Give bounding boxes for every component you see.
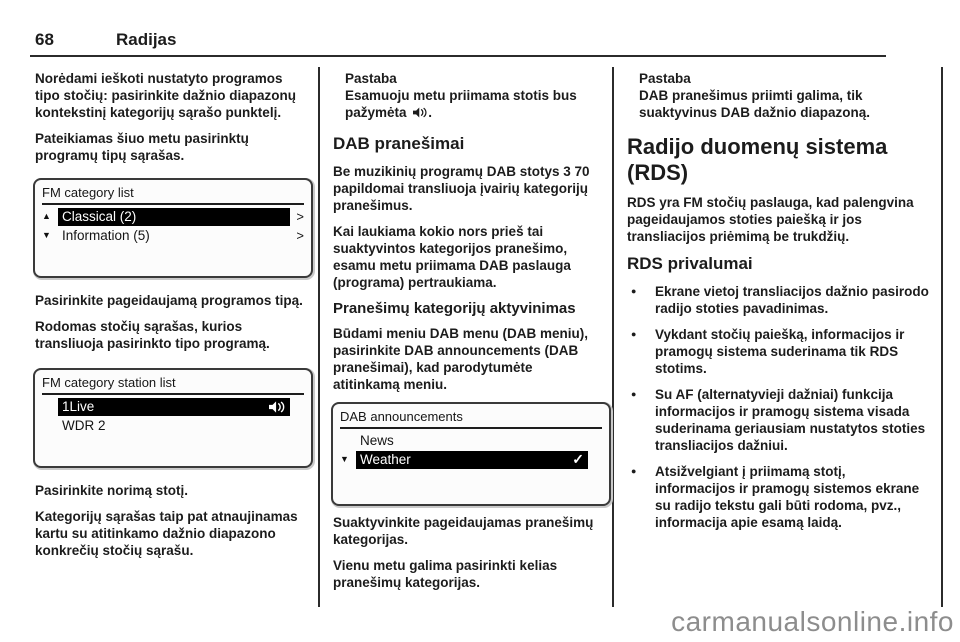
bullet-text: Su AF (alternatyvieji dažniai) funkcija informacijos ir pramogų sistema visada suderinama geriausiam nustatytos stoties transliacijos dažniui.: [655, 387, 926, 453]
list-item: [629, 283, 929, 317]
list-title: FM category list: [42, 185, 304, 205]
list-item-information: [58, 227, 290, 245]
list-title: FM category station list: [42, 375, 304, 395]
bullet-icon: ●: [631, 389, 637, 399]
chevron-right-icon: >: [296, 228, 304, 243]
list-item: [42, 397, 304, 416]
checkmark-icon: ✓: [572, 451, 584, 467]
note-block: [333, 70, 602, 121]
scroll-down-icon: ▼: [340, 454, 349, 464]
chapter-title: Radijas: [116, 30, 177, 49]
paragraph: Kai laukiama kokio nors prieš tai suaktyvintos kategorijos pranešimo, esamu metu priimama DAB paslauga (programa) pertraukiama.: [333, 224, 571, 290]
list-item: [340, 431, 602, 450]
paragraph: Suaktyvinkite pageidaujamas pranešimų kategorijas.: [333, 515, 594, 547]
paragraph: Pasirinkite pageidaujamą programos tipą.: [35, 293, 303, 308]
fm-category-list-screenshot: [33, 178, 313, 278]
list-item-classical: [58, 208, 290, 226]
note-block: [627, 70, 929, 121]
list-title: DAB announcements: [340, 409, 602, 429]
column-divider: [941, 67, 943, 607]
intro-paragraph: RDS yra FM stočių paslauga, kad palengvina pageidaujamos stoties paiešką ir jos transliacijos priėmimą be trukdžių.: [627, 195, 914, 244]
paragraph: Be muzikinių programų DAB stotys 3 70 papildomai transliuoja įvairių kategorijų pranešimus.: [333, 164, 590, 213]
list-item: [42, 416, 304, 435]
speaker-icon: [269, 401, 286, 413]
dab-announcements-screenshot: [331, 402, 611, 506]
list-item-label: Classical (2): [62, 209, 137, 224]
paragraph: Vienu metu galima pasirinkti kelias pranešimų kategorijas.: [333, 558, 558, 590]
speaker-icon: [413, 107, 428, 118]
chevron-right-icon: >: [296, 209, 304, 224]
header-rule: [30, 55, 886, 57]
list-item-label: Information (5): [62, 228, 150, 243]
paragraph: Rodomas stočių sąrašas, kurios transliuoja pasirinkto tipo programą.: [35, 319, 270, 351]
list-item-label: WDR 2: [62, 418, 106, 433]
chapter-section-heading: Radijo duomenų sistema (RDS): [627, 134, 888, 185]
subsection-heading: Pranešimų kategorijų aktyvinimas: [333, 300, 576, 317]
list-item-label: 1Live: [62, 399, 95, 414]
note-text: Esamuoju metu priimama stotis bus pažymėta: [345, 88, 577, 120]
section-heading: DAB pranešimai: [333, 134, 465, 153]
fm-category-station-list-screenshot: [33, 368, 313, 468]
list-item: [629, 326, 929, 377]
column-divider: [612, 67, 614, 607]
subsection-heading: RDS privalumai: [627, 254, 753, 273]
list-item-news: [356, 432, 588, 450]
note-text: DAB pranešimus priimti galima, tik suaktyvinus DAB dažnio diapazoną.: [639, 88, 871, 120]
paragraph: Norėdami ieškoti nustatyto programos tipo stočių: pasirinkite dažnio diapazonų kontekstinį kategorijų sąrašo punktelį.: [35, 71, 297, 120]
bullet-text: Vykdant stočių paiešką, informacijos ir pramogų sistema suderinama tik RDS stotims.: [655, 327, 905, 376]
list-item: [340, 450, 602, 469]
list-item: [629, 463, 929, 531]
list-item-label: Weather: [360, 452, 411, 467]
list-item: [629, 386, 929, 454]
scroll-down-icon: ▼: [42, 230, 51, 240]
list-item-label: News: [360, 433, 394, 448]
scroll-up-icon: ▲: [42, 211, 51, 221]
bullet-text: Atsižvelgiant į priimamą stotį, informacijos ir pramogų sistemos ekrane su radijo tekstu gali būti rodoma, pvz., informacija apie esamą laidą.: [655, 464, 920, 530]
column-2: [333, 70, 602, 600]
paragraph: Būdami meniu DAB menu (DAB meniu), pasirinkite DAB announcements (DAB pranešimai), kad parodytumėte atitinkamą meniu.: [333, 326, 589, 392]
list-item-1live: [58, 398, 290, 416]
list-item: [42, 226, 304, 245]
watermark: carmanualsonline.info: [671, 606, 954, 637]
column-3: [627, 70, 929, 540]
paragraph: Pateikiamas šiuo metu pasirinktų programų tipų sąrašas.: [35, 131, 249, 163]
page-number: 68: [35, 30, 54, 49]
bullet-icon: ●: [631, 286, 637, 296]
column-divider: [318, 67, 320, 607]
paragraph: Kategorijų sąrašas taip pat atnaujinamas kartu su atitinkamo dažnio diapazono konkrečių stočių sąrašu.: [35, 509, 298, 558]
list-item-wdr2: [58, 417, 290, 435]
bullet-icon: ●: [631, 466, 637, 476]
paragraph: Pasirinkite norimą stotį.: [35, 483, 189, 498]
note-label: Pastaba: [639, 71, 691, 86]
note-label: Pastaba: [345, 71, 397, 86]
list-item: [42, 207, 304, 226]
list-item-weather: [356, 451, 588, 469]
note-text-suffix: .: [428, 105, 433, 120]
bullet-icon: ●: [631, 329, 637, 339]
bullet-text: Ekrane vietoj transliacijos dažnio pasirodo radijo stoties pavadinimas.: [655, 284, 929, 316]
column-1: [35, 70, 308, 568]
